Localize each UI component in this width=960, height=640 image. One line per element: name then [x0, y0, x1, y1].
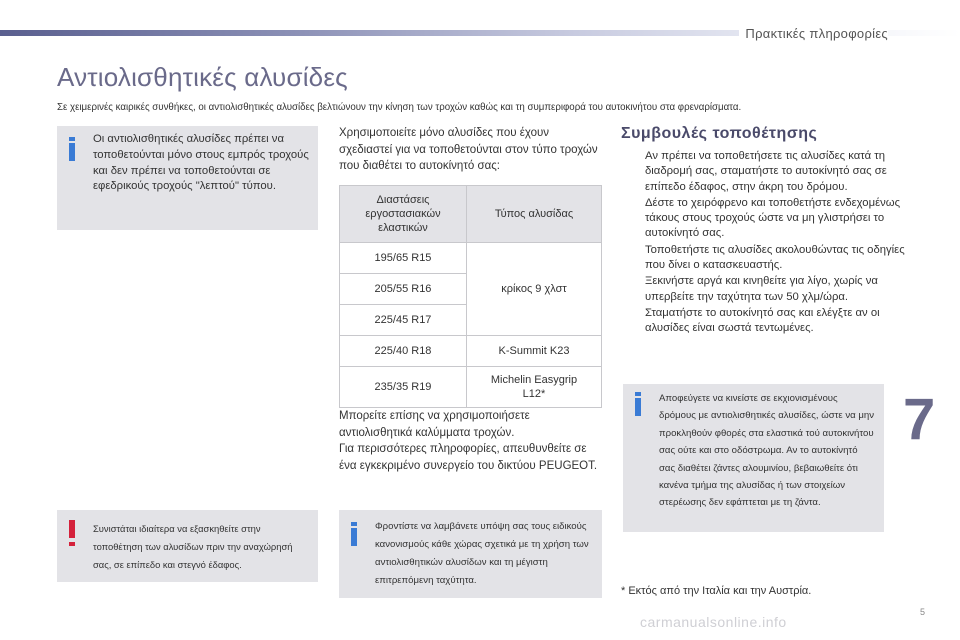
info-icon — [69, 143, 75, 161]
warning-box-text: Συνιστάται ιδιαίτερα να εξασκηθείτε στην τοποθέτηση των αλυσίδων πριν την αναχώρησή σας, σε επίπεδο και στεγνό έδαφος. — [93, 523, 293, 570]
list-item: Σταματήστε το αυτοκίνητό σας και ελέγξτε αν οι αλυσίδες είναι σωστά τεντωμένες. — [645, 306, 880, 335]
table-cell-size: 225/45 R17 — [340, 305, 467, 336]
list-item: Αν πρέπει να τοποθετήσετε τις αλυσίδες κατά τη διαδρομή σας, σταματήστε το αυτοκίνητό σας σε επίπεδο έδαφος, στην άκρη του δρόμου. — [645, 150, 887, 193]
table-row — [340, 367, 602, 408]
usage-text: Χρησιμοποιείτε μόνο αλυσίδες που έχουν σχεδιαστεί για να τοποθετούνται στον τύπο τροχών που διαθέτει το αυτοκίνητό σας: — [339, 127, 598, 172]
list-item: Ξεκινήστε αργά και κινηθείτε για λίγο, χωρίς να υπερβείτε την ταχύτητα των 50 χλμ/ώρα. — [645, 275, 878, 303]
covers-text: Μπορείτε επίσης να χρησιμοποιήσετε αντιολισθητικά καλύμματα τροχών. Για περισσότερες πληροφορίες, απευθυνθείτε σε ένα εγκεκριμένο συνεργείο του δικτύου PEUGEOT. — [339, 410, 598, 472]
table-cell-size: 235/35 R19 — [340, 367, 467, 408]
table-cell-chain: Michelin Easygrip L12* — [467, 367, 602, 408]
info-box-front-wheels — [57, 126, 318, 230]
table-cell-chain: K-Summit K23 — [467, 336, 602, 367]
info-box-text: Οι αντιολισθητικές αλυσίδες πρέπει να τοποθετούνται μόνο στους εμπρός τροχούς και δεν πρέπει να τοποθετούνται σε εφεδρικούς τροχούς "λεπτού" τύπου. — [93, 133, 309, 193]
info-box-text: Φροντίστε να λαμβάνετε υπόψη σας τους ειδικούς κανονισμούς κάθε χώρας σχετικά με τη χρήση των αντιολισθητικών αλυσίδων και τη μέγιστη επιτρεπόμενη ταχύτητα. — [375, 521, 589, 586]
info-box-snow-roads — [623, 384, 884, 532]
warning-icon — [69, 520, 75, 538]
tips-heading: Συμβουλές τοποθέτησης — [621, 125, 818, 142]
section-title: Πρακτικές πληροφορίες — [739, 26, 888, 41]
table-row — [340, 336, 602, 367]
info-box-regulations — [339, 510, 602, 598]
tips-list — [621, 149, 906, 338]
table-cell-chain: κρίκος 9 χλστ — [467, 243, 602, 336]
info-icon — [351, 528, 357, 546]
intro-text: Σε χειμερινές καιρικές συνθήκες, οι αντιολισθητικές αλυσίδες βελτιώνουν την κίνηση των τροχών καθώς και τη συμπεριφορά του αυτοκινήτου στα φρεναρίσματα. — [57, 102, 742, 113]
page-title: Αντιολισθητικές αλυσίδες — [57, 62, 348, 92]
list-item: Τοποθετήστε τις αλυσίδες ακολουθώντας τις οδηγίες που δίνει ο κατασκευαστής. — [645, 243, 905, 272]
table-header-chain-type: Τύπος αλυσίδας — [467, 186, 602, 243]
table-cell-size: 205/55 R16 — [340, 274, 467, 305]
chapter-number: 7 — [903, 387, 936, 452]
warning-box-practice — [57, 510, 318, 582]
list-item: Δέστε το χειρόφρενο και τοποθετήστε ενδεχομένως τάκους στους τροχούς ώστε να μη γλιστρήσει το αυτοκίνητό σας. — [645, 196, 901, 240]
table-header-tyre-size: Διαστάσεις εργοστασιακών ελαστικών — [340, 186, 467, 243]
info-box-text: Αποφεύγετε να κινείστε σε εκχιονισμένους δρόμους με αντιολισθητικές αλυσίδες, ώστε να μην προκληθούν φθορές στα ελαστικά τού αυτοκινήτου σας ούτε και στο οδόστρωμα. Αν το αυτοκίνητό σας διαθέτει ζάντες αλουμινίου, βεβαιωθείτε ότι κανένα τμήμα της αλυσίδας ή των στοιχείων στερέωσης δεν εφάπτεται με τη ζάντα. — [659, 393, 875, 509]
watermark: carmanualsonline.info — [640, 614, 787, 630]
table-cell-size: 195/65 R15 — [340, 243, 467, 274]
page-number: 5 — [920, 607, 926, 617]
footnote: * Εκτός από την Ιταλία και την Αυστρία. — [621, 585, 812, 597]
table-row — [340, 243, 602, 274]
table-cell-size: 225/40 R18 — [340, 336, 467, 367]
info-icon — [635, 398, 641, 416]
chain-size-table — [339, 185, 602, 408]
